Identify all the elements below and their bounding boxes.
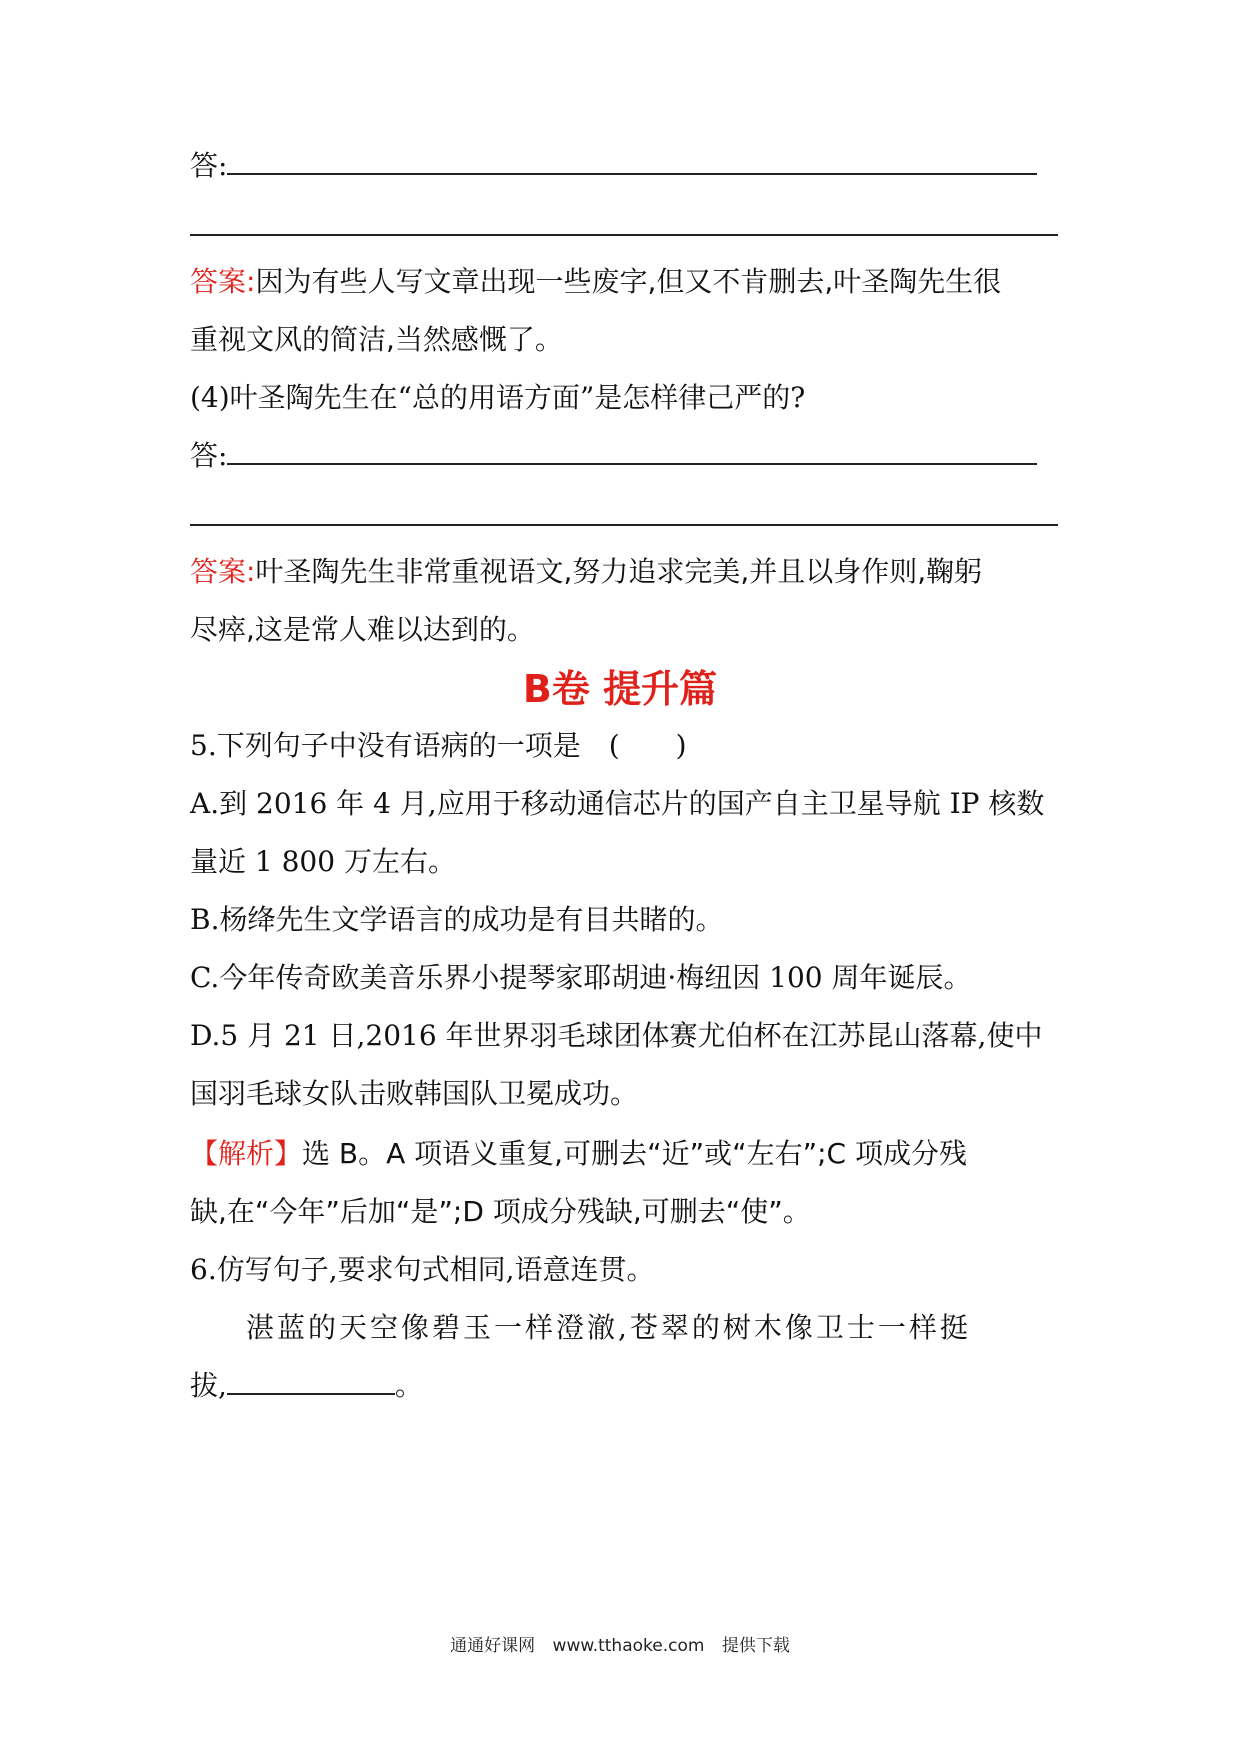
q5-analysis-line-1 [190, 1134, 1060, 1174]
q4-key-text-1: 叶圣陶先生非常重视语文,努力追求完美,并且以身作则,鞠躬 [255, 555, 983, 588]
q3-key-text-1: 因为有些人写文章出现一些废字,但又不肯删去,叶圣陶先生很 [255, 265, 1002, 298]
q5-option-a-line-1: A.到 2016 年 4 月,应用于移动通信芯片的国产自主卫星导航 IP 核数 [190, 787, 1045, 820]
q3-key-label: 答案: [190, 265, 256, 298]
q3-answer-line [190, 146, 1060, 186]
q4-answer-blank-second-line[interactable] [190, 524, 1058, 526]
q4-answer-prefix: 答: [190, 439, 228, 472]
q6-stem: 6.仿写句子,要求句式相同,语意连贯。 [190, 1253, 655, 1286]
q5-option-d-line-2: 国羽毛球女队击败韩国队卫冕成功。 [190, 1077, 639, 1110]
q5-stem-line [190, 726, 1060, 766]
footer-url-link[interactable]: www.tthaoke.com [552, 1636, 705, 1656]
q6-model-line-2 [190, 1366, 1060, 1406]
q4-answer-blank[interactable] [227, 439, 1037, 465]
q5-option-c: C.今年传奇欧美音乐界小提琴家耶胡迪·梅纽因 100 周年诞辰。 [190, 961, 972, 994]
q4-key-text-2: 尽瘁,这是常人难以达到的。 [190, 613, 535, 646]
q5-analysis-line-2 [190, 1192, 1060, 1232]
page-footer [0, 1634, 1240, 1658]
section-b-title: B卷 提升篇 [522, 667, 718, 711]
q6-model-prefix: 拔, [190, 1369, 227, 1402]
footer-site-name: 通通好课网 [450, 1636, 536, 1656]
q4-key-label: 答案: [190, 555, 256, 588]
q5-analysis-label: 【解析】 [190, 1137, 303, 1170]
q4-answer-line [190, 436, 1060, 476]
q3-answer-prefix: 答: [190, 149, 228, 182]
q3-answer-blank[interactable] [227, 149, 1037, 175]
q6-model-suffix: 。 [394, 1369, 423, 1402]
q3-answer-blank-second-line[interactable] [190, 234, 1058, 236]
q4-key-line-2 [190, 610, 1060, 650]
q5-option-d-line-1: D.5 月 21 日,2016 年世界羽毛球团体赛尤伯杯在江苏昆山落幕,使中 [190, 1019, 1043, 1052]
q3-key-line-1 [190, 262, 1060, 302]
q5-option-a-line-2: 量近 1 800 万左右。 [190, 845, 456, 878]
q5-analysis-text-2: 缺,在“今年”后加“是”;D 项成分残缺,可删去“使”。 [190, 1195, 811, 1228]
q6-model-line-1: 湛蓝的天空像碧玉一样澄澈,苍翠的树木像卫士一样挺 [246, 1311, 971, 1344]
footer-note: 提供下载 [721, 1636, 790, 1656]
q6-answer-blank[interactable] [227, 1369, 395, 1395]
q3-key-line-2 [190, 320, 1060, 360]
q5-answer-bracket[interactable]: ( ) [608, 729, 687, 762]
q5-option-b: B.杨绛先生文学语言的成功是有目共睹的。 [190, 903, 724, 936]
q4-key-line-1 [190, 552, 1060, 592]
q5-stem: 5.下列句子中没有语病的一项是 [190, 729, 581, 762]
q4-question: (4)叶圣陶先生在“总的用语方面”是怎样律己严的? [190, 381, 806, 414]
q3-key-text-2: 重视文风的简洁,当然感慨了。 [190, 323, 563, 356]
q5-analysis-text-1: 选 B。A 项语义重复,可删去“近”或“左右”;C 项成分残 [302, 1137, 967, 1170]
